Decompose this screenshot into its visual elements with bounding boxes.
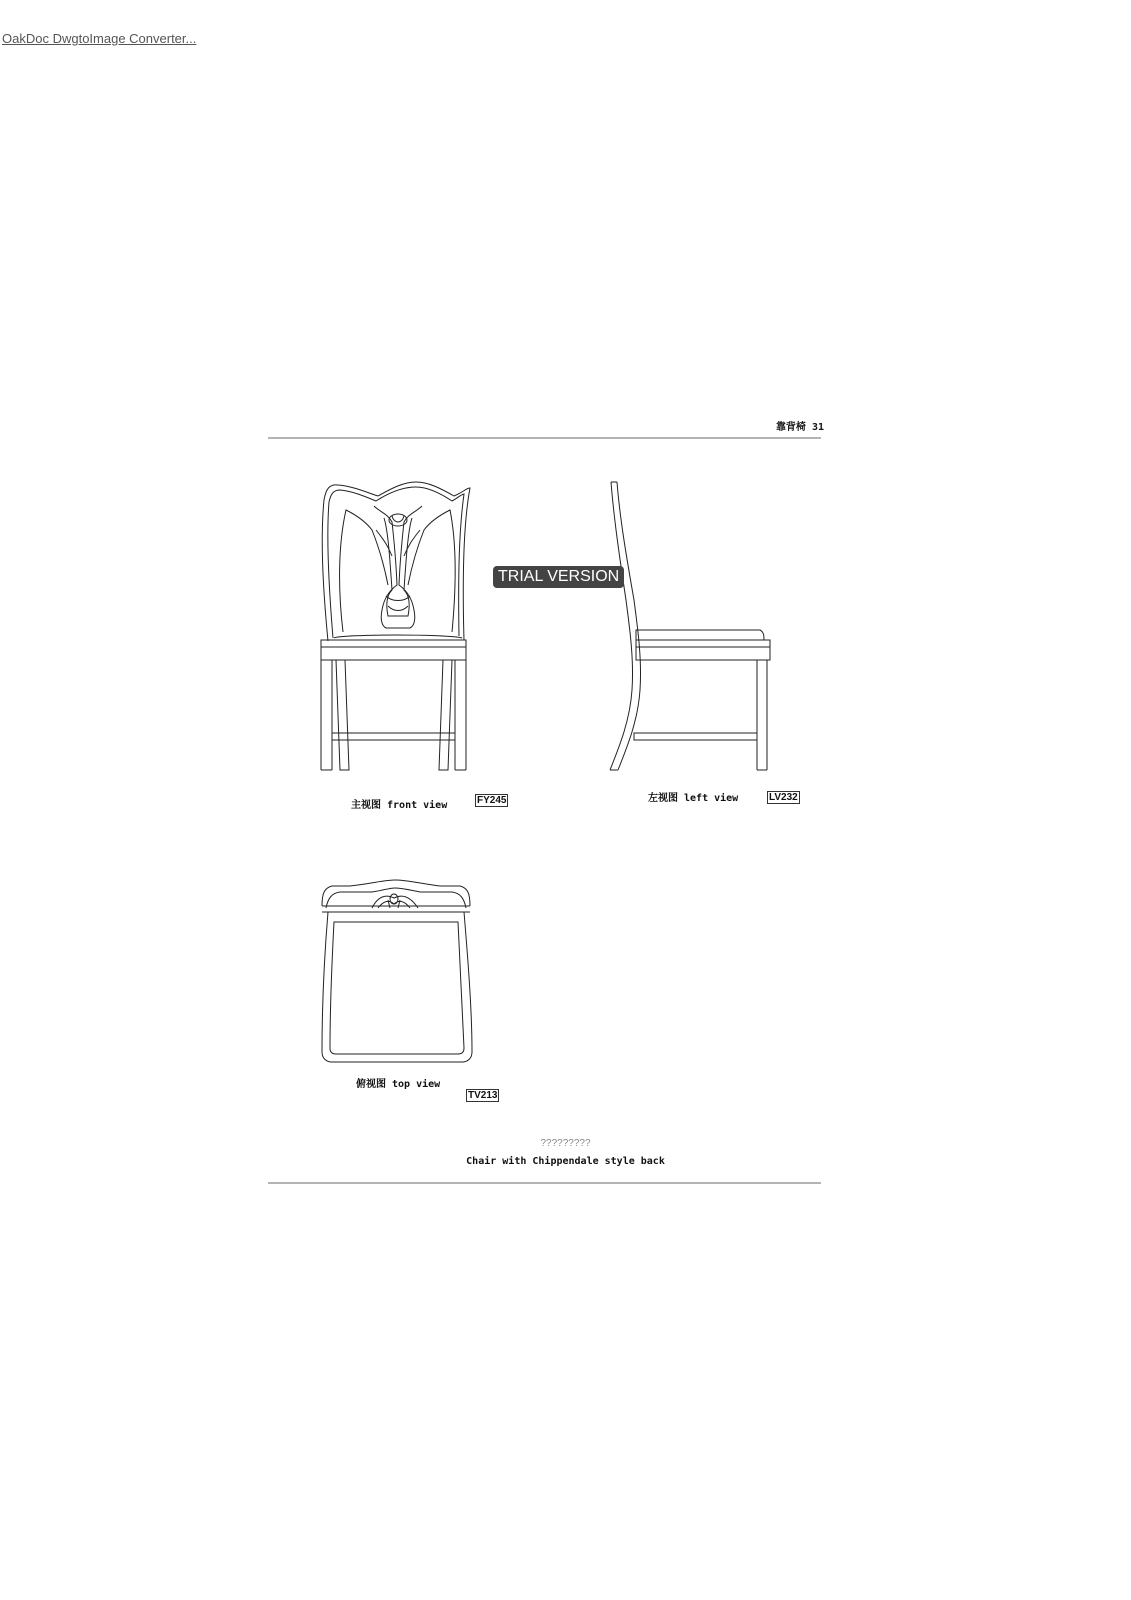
trial-version-watermark: TRIAL VERSION [493, 566, 624, 588]
footer-placeholder-text: ????????? [540, 1138, 591, 1149]
front-view-drawing [321, 482, 470, 770]
left-view-tag: LV232 [769, 792, 798, 803]
front-view-caption: 主视图 front view [351, 800, 448, 811]
top-view-tag: TV213 [468, 1090, 498, 1101]
page-header-title: 靠背椅 31 [775, 422, 824, 433]
left-view-caption: 左视图 left view [648, 793, 739, 804]
left-view-drawing [610, 482, 770, 770]
bottom-rule [268, 1182, 821, 1184]
footer-caption: Chair with Chippendale style back [466, 1156, 665, 1167]
app-title-link[interactable]: OakDoc DwgtoImage Converter... [2, 31, 197, 46]
top-view-caption: 俯视图 top view [356, 1079, 441, 1090]
front-view-tag: FY245 [477, 795, 507, 806]
top-view-drawing [322, 880, 472, 1062]
